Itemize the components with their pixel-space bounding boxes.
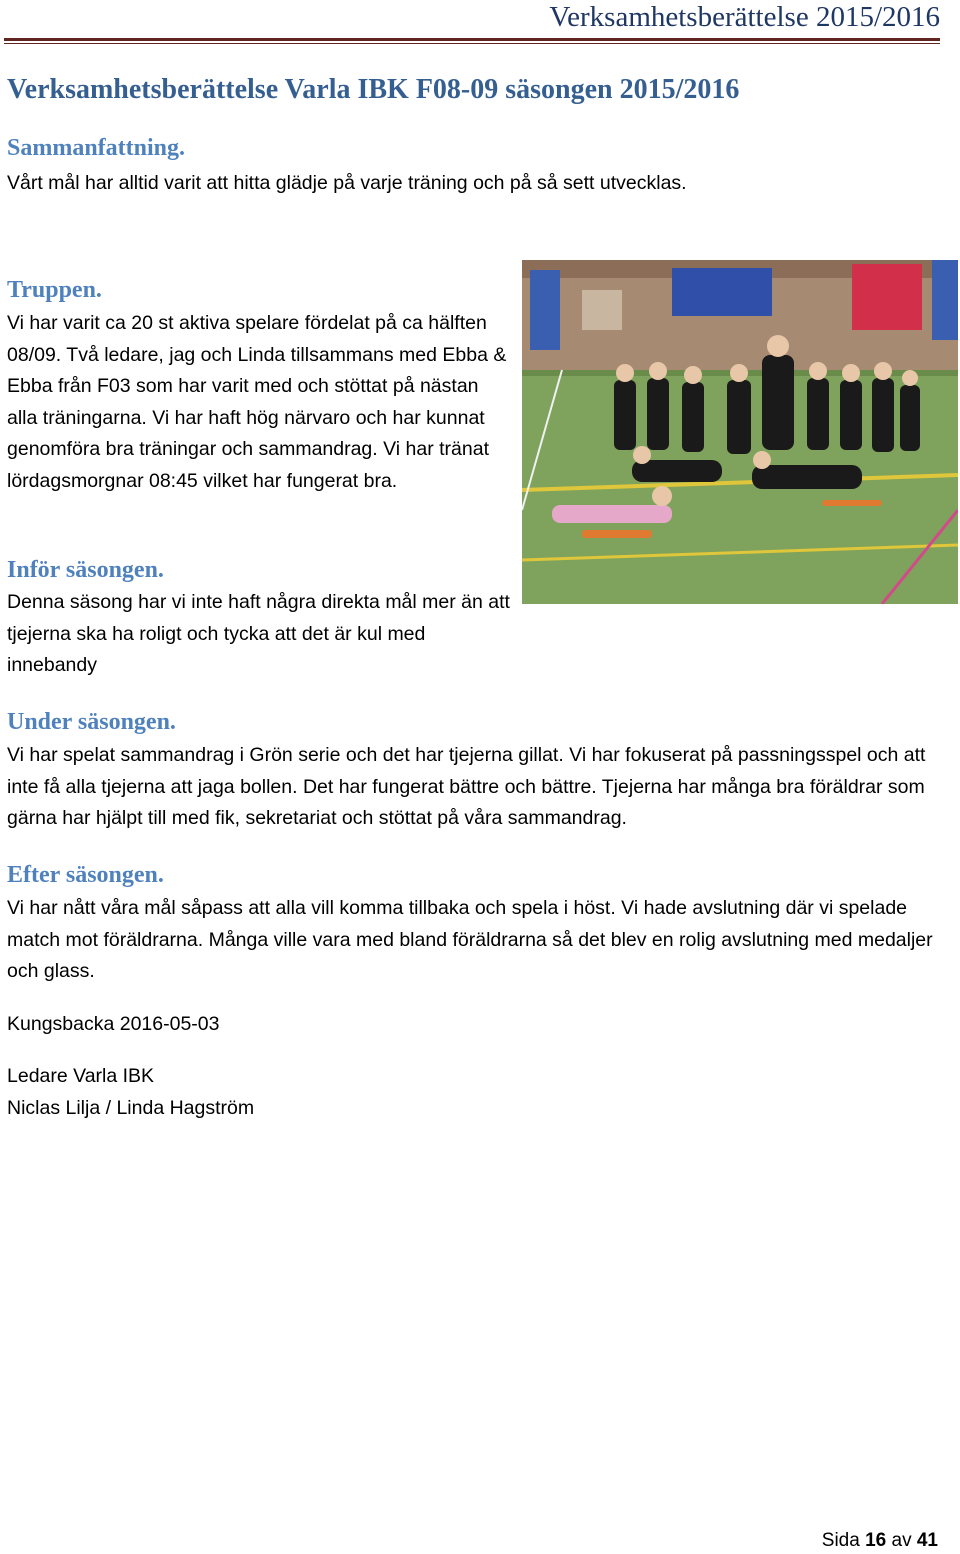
signature-role: Ledare Varla IBK — [7, 1065, 155, 1087]
page-current: 16 — [865, 1530, 887, 1551]
page-total: 41 — [916, 1530, 938, 1551]
team-photo-illustration — [522, 260, 958, 604]
heading-during-season: Under säsongen. — [7, 709, 176, 735]
header-rule — [4, 38, 940, 41]
team-photo — [522, 260, 958, 604]
during-season-text: Vi har spelat sammandrag i Grön serie och det har tjejerna gillat. Vi har fokuserat på passningsspel och att inte få alla tjejerna att jaga bollen. Det har fungerat bättre och bättre. Tjejerna har många bra föräldrar som gärna har hjälpt till med fik, sekretariat och stöttat på våra sammandrag. — [7, 744, 926, 829]
after-season-text: Vi har nått våra mål såpass att alla vill komma tillbaka och spela i höst. Vi hade avslutning där vi spelade match mot föräldrarna. Många ville vara med bland föräldrarna så det blev en rolig avslutning med medaljer och glass. — [7, 897, 933, 982]
summary-text: Vårt mål har alltid varit att hitta glädje på varje träning och på så sett utvecklas. — [7, 172, 687, 194]
heading-summary: Sammanfattning. — [7, 135, 186, 161]
signature-names: Niclas Lilja / Linda Hagström — [7, 1097, 255, 1119]
page-prefix: Sida — [821, 1530, 860, 1551]
heading-squad: Truppen. — [7, 277, 102, 303]
page-separator: av — [891, 1530, 912, 1551]
running-header-title: Verksamhetsberättelse 2015/2016 — [549, 1, 940, 33]
heading-after-season: Efter säsongen. — [7, 862, 164, 888]
before-season-text: Denna säsong har vi inte haft några direkta mål mer än att tjejerna ska ha roligt och tycka att det är kul med innebandy — [7, 591, 510, 676]
document-title: Verksamhetsberättelse Varla IBK F08-09 säsongen 2015/2016 — [7, 74, 740, 105]
heading-before-season: Inför säsongen. — [7, 557, 164, 583]
header-rule-thin — [4, 43, 940, 44]
signature-place-date: Kungsbacka 2016-05-03 — [7, 1013, 220, 1035]
squad-text: Vi har varit ca 20 st aktiva spelare fördelat på ca hälften 08/09. Två ledare, jag och Linda tillsammans med Ebba & Ebba från F03 som har varit med och stöttat på nästan alla träningarna. Vi har haft hög närvaro och har kunnat genomföra bra träningar och sammandrag. Vi har tränat lördagsmorgnar 08:45 vilket har fungerat bra. — [7, 312, 507, 492]
page-number — [822, 1528, 938, 1554]
